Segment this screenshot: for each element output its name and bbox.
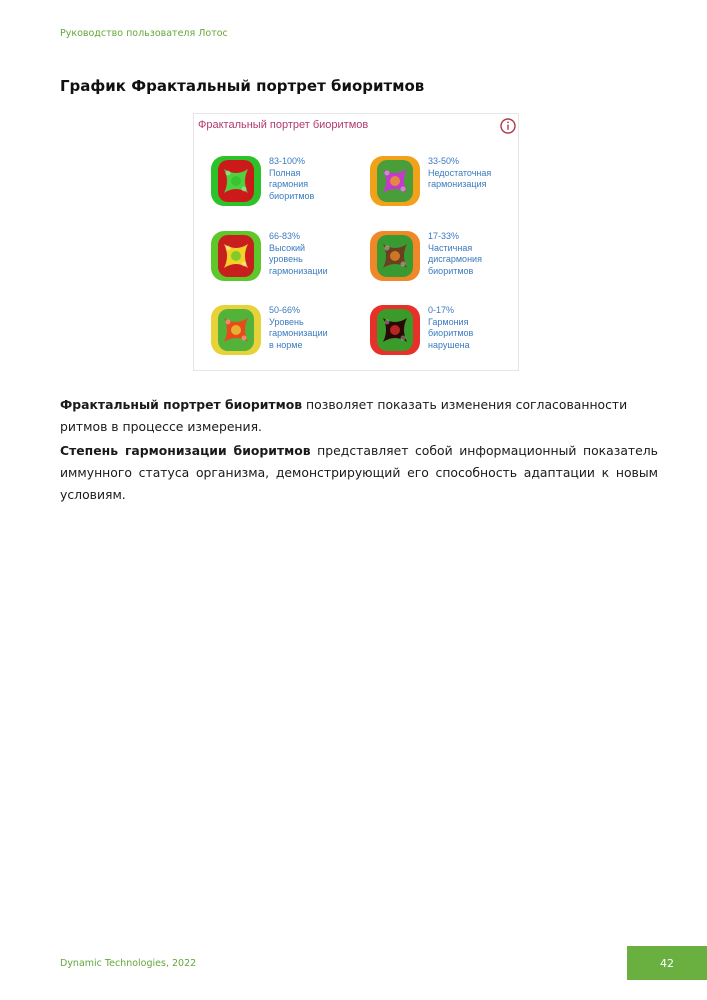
legend-range: 66-83%: [269, 231, 301, 241]
fractal-thumbnail-icon: [369, 304, 421, 356]
legend-label-line: биоритмов: [428, 265, 474, 276]
legend-label-line: нарушена: [428, 339, 470, 350]
paragraph-text: позволяет показать изменения согласованности ритмов в процессе измерения.: [60, 397, 628, 434]
legend-label-line: гармонизация: [428, 179, 487, 189]
term-harmonization: Степень гармонизации биоритмов: [60, 443, 311, 458]
fractal-thumbnail-icon: [210, 155, 262, 207]
legend-text: [428, 231, 520, 277]
fractal-thumbnail-icon: [210, 230, 262, 282]
legend-text: [269, 156, 361, 202]
legend-range: 0-17%: [428, 305, 455, 315]
legend-label-line: Уровень: [269, 316, 304, 327]
fractal-thumbnail-icon: [369, 155, 421, 207]
paragraph-fractal-portrait: [60, 394, 658, 438]
legend-label-line: Полная: [269, 167, 301, 178]
legend-label-line: в норме: [269, 339, 303, 350]
legend-label-line: гармонизации: [269, 265, 328, 276]
paragraph-harmonization: [60, 440, 658, 506]
running-header: Руководство пользователя Лотос: [60, 28, 228, 39]
legend-item: [210, 230, 360, 290]
legend-item: [369, 155, 519, 215]
legend-label-line: гармонизации: [269, 328, 328, 338]
legend-label-line: Высокий: [269, 242, 306, 253]
legend-range: 17-33%: [428, 231, 460, 241]
legend-label-line: уровень: [269, 254, 303, 264]
legend-item: [369, 304, 519, 364]
fractal-thumbnail-icon: [210, 304, 262, 356]
section-title: График Фрактальный портрет биоритмов: [60, 77, 425, 95]
legend-text: [428, 305, 520, 351]
legend-text: [269, 305, 361, 351]
info-circle-icon[interactable]: [499, 117, 517, 135]
legend-item: [210, 304, 360, 364]
fractal-portrait-widget: [193, 113, 519, 371]
paragraph-text: представляет собой информационный показатель иммунного статуса организма, демонстрирующий его способность адаптации к новым условиям.: [60, 443, 658, 502]
legend-item: [210, 155, 360, 215]
legend-text: [428, 156, 520, 191]
fractal-thumbnail-icon: [369, 230, 421, 282]
legend-label-line: биоритмов: [269, 190, 315, 201]
legend-label-line: Гармония: [428, 316, 469, 327]
footer-company: Dynamic Technologies, 2022: [60, 958, 197, 969]
legend-label-line: гармония: [269, 179, 309, 189]
legend-text: [269, 231, 361, 277]
widget-title: Фрактальный портрет биоритмов: [198, 119, 369, 131]
legend-range: 83-100%: [269, 156, 306, 166]
term-fractal-portrait: Фрактальный портрет биоритмов: [60, 397, 303, 412]
page-number: 42: [627, 946, 707, 980]
legend-range: 50-66%: [269, 305, 301, 315]
legend-range: 33-50%: [428, 156, 460, 166]
legend-label-line: Частичная: [428, 242, 473, 253]
legend-label-line: Недостаточная: [428, 167, 492, 178]
legend-label-line: биоритмов: [428, 328, 474, 338]
legend-item: [369, 230, 519, 290]
legend-label-line: дисгармония: [428, 254, 482, 264]
